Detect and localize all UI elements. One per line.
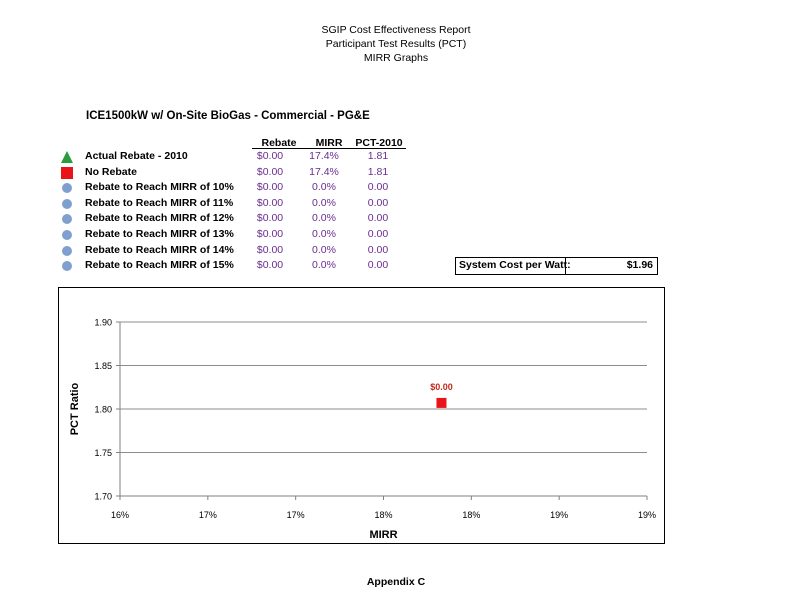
mirr-value: 0.0% [312, 212, 336, 225]
system-cost-box [455, 257, 658, 275]
system-cost-value: $1.96 [626, 259, 653, 271]
rebate-value: $0.00 [256, 212, 284, 225]
y-tick-label: 1.80 [94, 404, 112, 415]
rebate-value: $0.00 [256, 196, 284, 209]
column-header-mirr: MIRR [315, 137, 343, 149]
row-label: Rebate to Reach MIRR of 11% [85, 196, 234, 209]
table-row [58, 181, 438, 196]
blue-circle-icon [61, 260, 73, 272]
row-label: Rebate to Reach MIRR of 10% [85, 181, 234, 194]
rebate-value: $0.00 [256, 259, 284, 272]
table-row [58, 212, 438, 227]
table-row [58, 150, 438, 165]
rebate-value: $0.00 [256, 150, 284, 162]
mirr-value: 0.0% [312, 196, 336, 209]
blue-circle-icon [61, 245, 73, 257]
blue-circle-icon [61, 182, 73, 194]
report-header [0, 23, 792, 65]
row-label: Rebate to Reach MIRR of 15% [85, 259, 234, 272]
mirr-value: 0.0% [312, 181, 336, 194]
table-row [58, 228, 438, 243]
pct-value: 0.00 [367, 243, 389, 256]
pct-value: 0.00 [367, 181, 389, 194]
header-rule [252, 148, 406, 149]
x-tick-label: 17% [286, 510, 305, 520]
x-tick-label: 19% [637, 510, 657, 520]
y-tick-label: 1.75 [94, 448, 112, 458]
x-tick-label: 18% [374, 510, 393, 520]
system-title: ICE1500kW w/ On-Site BioGas - Commercial - PG&E [86, 110, 370, 122]
table-row [58, 166, 438, 181]
y-tick-label: 1.90 [94, 317, 112, 328]
mirr-value: 0.0% [312, 243, 336, 256]
data-point-red-square [436, 398, 446, 408]
rebate-value: $0.00 [256, 181, 284, 194]
blue-circle-icon [61, 229, 73, 241]
x-tick-label: 19% [550, 510, 569, 520]
row-label: Rebate to Reach MIRR of 12% [85, 212, 234, 225]
footer-appendix: Appendix C [366, 576, 426, 588]
table-row [58, 197, 438, 212]
column-header-rebate: Rebate [261, 137, 297, 149]
report-title: SGIP Cost Effectiveness Report [321, 24, 471, 36]
system-cost-divider [565, 258, 566, 274]
system-cost-label: System Cost per Watt: [459, 259, 571, 271]
table-row [58, 244, 438, 259]
pct-value: 1.81 [367, 150, 389, 162]
report-subtitle-1: Participant Test Results (PCT) [325, 38, 467, 50]
data-point-label: $0.00 [430, 381, 453, 392]
chart-frame [58, 287, 665, 544]
mirr-chart [59, 288, 666, 545]
rebate-value: $0.00 [256, 165, 284, 178]
red-square-icon [61, 167, 73, 179]
pct-value: 0.00 [367, 259, 389, 272]
y-axis-title: PCT Ratio [69, 382, 81, 436]
y-tick-label: 1.70 [94, 491, 112, 502]
x-axis-title: MIRR [369, 529, 398, 541]
pct-value: 1.81 [367, 165, 389, 178]
row-label: Rebate to Reach MIRR of 14% [85, 243, 234, 256]
y-tick-label: 1.85 [94, 361, 112, 371]
x-tick-label: 18% [462, 510, 481, 520]
green-triangle-icon [61, 151, 73, 163]
table-row [58, 259, 438, 274]
x-tick-label: 16% [110, 510, 130, 520]
mirr-value: 17.4% [309, 165, 339, 178]
mirr-value: 0.0% [312, 228, 336, 240]
row-label: No Rebate [85, 165, 137, 178]
mirr-value: 17.4% [309, 150, 339, 162]
pct-value: 0.00 [367, 196, 389, 209]
pct-value: 0.00 [367, 212, 389, 225]
mirr-value: 0.0% [312, 259, 336, 272]
row-label: Actual Rebate - 2010 [85, 150, 188, 162]
rebate-value: $0.00 [256, 243, 284, 256]
blue-circle-icon [61, 213, 73, 225]
report-subtitle-2: MIRR Graphs [363, 52, 429, 64]
x-tick-label: 17% [198, 510, 217, 520]
row-label: Rebate to Reach MIRR of 13% [85, 228, 234, 240]
pct-value: 0.00 [367, 228, 389, 240]
column-header-pct: PCT-2010 [355, 137, 403, 149]
blue-circle-icon [61, 198, 73, 210]
rebate-value: $0.00 [256, 228, 284, 240]
